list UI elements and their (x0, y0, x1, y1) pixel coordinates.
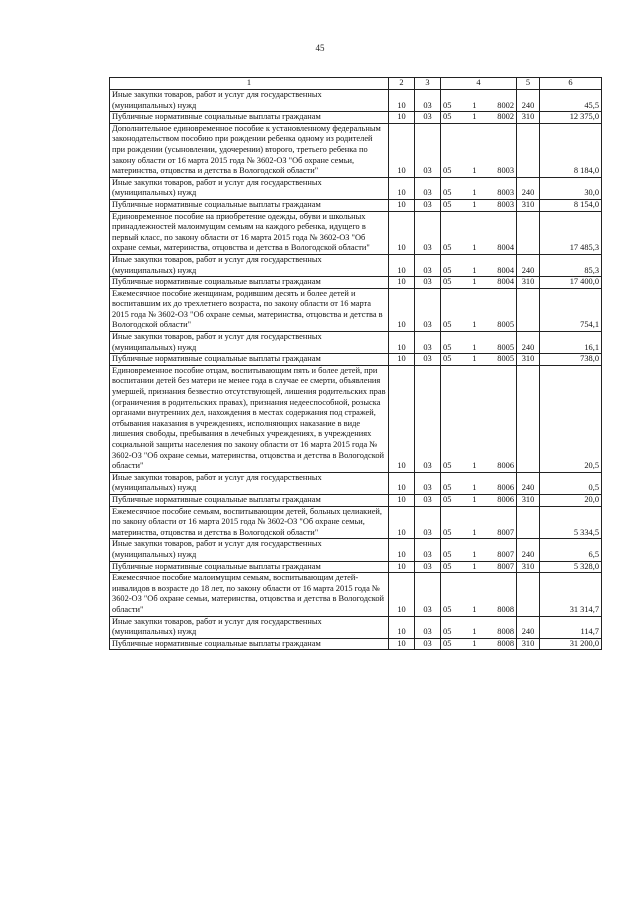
row-section-code: 10 (389, 494, 415, 506)
row-subsection-code: 03 (415, 354, 441, 366)
row-target-article (441, 573, 517, 616)
target-article-part: 8006 (497, 483, 514, 493)
row-target-article (441, 199, 517, 211)
row-description: Публичные нормативные социальные выплаты гражданам (110, 638, 389, 650)
table-row (110, 616, 602, 638)
table-row (110, 211, 602, 254)
target-article-part: 8008 (497, 604, 514, 614)
table-row (110, 539, 602, 561)
row-expense-type (517, 506, 540, 539)
row-description: Иные закупки товаров, работ и услуг для государственных (муниципальных) нужд (110, 332, 389, 354)
row-subsection-code: 03 (415, 561, 441, 573)
table-row (110, 354, 602, 366)
target-article-part: 05 (443, 604, 452, 614)
row-amount: 12 375,0 (540, 112, 602, 124)
row-section-code: 10 (389, 112, 415, 124)
row-subsection-code: 03 (415, 539, 441, 561)
row-amount: 114,7 (540, 616, 602, 638)
target-article-part: 05 (443, 549, 452, 559)
row-expense-type: 310 (517, 199, 540, 211)
table-row (110, 199, 602, 211)
target-article-part: 1 (472, 461, 477, 471)
target-article-part: 8007 (497, 527, 514, 537)
target-article-part: 8002 (497, 112, 514, 122)
row-section-code: 10 (389, 616, 415, 638)
target-article-part: 8003 (497, 199, 514, 209)
target-article-part: 8005 (497, 320, 514, 330)
row-section-code: 10 (389, 177, 415, 199)
row-expense-type: 240 (517, 616, 540, 638)
table-row (110, 177, 602, 199)
row-section-code: 10 (389, 638, 415, 650)
row-description: Ежемесячное пособие малоимущим семьям, воспитывающим детей-инвалидов в возрасте до 18 лет, по закону области от 16 марта 2015 года № 3602-ОЗ "Об охране семьи, материнства, отцовства и детства в Вологодской области" (110, 573, 389, 616)
header-row (110, 78, 602, 90)
target-article-part: 1 (472, 320, 477, 330)
row-expense-type (517, 211, 540, 254)
row-target-article (441, 616, 517, 638)
row-description: Иные закупки товаров, работ и услуг для государственных (муниципальных) нужд (110, 616, 389, 638)
row-amount: 20,0 (540, 494, 602, 506)
row-section-code: 10 (389, 123, 415, 177)
target-article-part: 8004 (497, 243, 514, 253)
column-header-6: 6 (540, 78, 602, 90)
target-article-part: 1 (472, 277, 477, 287)
row-subsection-code: 03 (415, 472, 441, 494)
row-description: Иные закупки товаров, работ и услуг для государственных (муниципальных) нужд (110, 177, 389, 199)
row-subsection-code: 03 (415, 506, 441, 539)
budget-table (109, 77, 602, 650)
target-article-part: 1 (472, 265, 477, 275)
row-subsection-code: 03 (415, 638, 441, 650)
target-article-part: 1 (472, 199, 477, 209)
target-article-part: 05 (443, 342, 452, 352)
row-section-code: 10 (389, 354, 415, 366)
target-article-part: 05 (443, 188, 452, 198)
row-description: Иные закупки товаров, работ и услуг для государственных (муниципальных) нужд (110, 254, 389, 276)
row-target-article (441, 332, 517, 354)
row-amount: 31 314,7 (540, 573, 602, 616)
table-header (110, 78, 602, 90)
target-article-part: 05 (443, 627, 452, 637)
row-description: Единовременное пособие на приобретение одежды, обуви и школьных принадлежностей малоимущим семьям на каждого ребенка, идущего в первый класс, по закону области от 16 марта 2015 года № 3602-ОЗ "Об охране семьи, материнства, отцовства и детства в Вологодской области" (110, 211, 389, 254)
table-row (110, 288, 602, 331)
row-amount: 85,3 (540, 254, 602, 276)
row-subsection-code: 03 (415, 177, 441, 199)
row-expense-type: 310 (517, 638, 540, 650)
target-article-part: 1 (472, 638, 477, 648)
target-article-part: 05 (443, 461, 452, 471)
row-target-article (441, 561, 517, 573)
row-target-article (441, 506, 517, 539)
target-article-part: 1 (472, 100, 477, 110)
target-article-part: 8005 (497, 354, 514, 364)
row-expense-type (517, 123, 540, 177)
target-article-part: 05 (443, 561, 452, 571)
row-section-code: 10 (389, 199, 415, 211)
row-section-code: 10 (389, 561, 415, 573)
target-article-part: 05 (443, 638, 452, 648)
row-subsection-code: 03 (415, 123, 441, 177)
row-expense-type: 310 (517, 354, 540, 366)
table-row (110, 90, 602, 112)
row-target-article (441, 494, 517, 506)
row-expense-type: 240 (517, 177, 540, 199)
target-article-part: 1 (472, 494, 477, 504)
row-description: Иные закупки товаров, работ и услуг для государственных (муниципальных) нужд (110, 539, 389, 561)
column-header-1: 1 (110, 78, 389, 90)
target-article-part: 1 (472, 166, 477, 176)
target-article-part: 05 (443, 277, 452, 287)
row-section-code: 10 (389, 277, 415, 289)
row-subsection-code: 03 (415, 90, 441, 112)
target-article-part: 8006 (497, 494, 514, 504)
row-amount: 17 400,0 (540, 277, 602, 289)
target-article-part: 05 (443, 483, 452, 493)
row-expense-type (517, 288, 540, 331)
table-row (110, 506, 602, 539)
row-section-code: 10 (389, 506, 415, 539)
row-expense-type: 240 (517, 332, 540, 354)
row-section-code: 10 (389, 365, 415, 472)
row-amount: 45,5 (540, 90, 602, 112)
target-article-part: 8003 (497, 188, 514, 198)
target-article-part: 8007 (497, 549, 514, 559)
row-subsection-code: 03 (415, 211, 441, 254)
target-article-part: 05 (443, 320, 452, 330)
table-row (110, 573, 602, 616)
row-amount: 17 485,3 (540, 211, 602, 254)
row-target-article (441, 472, 517, 494)
target-article-part: 05 (443, 265, 452, 275)
target-article-part: 05 (443, 100, 452, 110)
table-row (110, 638, 602, 650)
row-target-article (441, 277, 517, 289)
row-description: Единовременное пособие отцам, воспитывающим пять и более детей, при воспитании детей без матери не менее года в случае ее смерти, объявления умершей, признания безвестно отсутствующей, лишения родительских прав (ограничения в родительских правах), признания недееспособной, розыска органами внутренних дел, нахождения в местах содержания под стражей, отбывания наказания в учреждениях, исполняющих наказание в виде лишения свободы, пребывания в лечебных учреждениях, в учреждениях социальной защиты населения по закону области от 16 марта 2015 года № 3602-ОЗ "Об охране семьи, материнства, отцовства и детства в Вологодской области" (110, 365, 389, 472)
row-amount: 8 154,0 (540, 199, 602, 211)
row-target-article (441, 539, 517, 561)
row-expense-type: 310 (517, 112, 540, 124)
row-expense-type: 310 (517, 561, 540, 573)
row-expense-type: 240 (517, 539, 540, 561)
row-description: Публичные нормативные социальные выплаты гражданам (110, 277, 389, 289)
target-article-part: 05 (443, 354, 452, 364)
row-target-article (441, 288, 517, 331)
target-article-part: 05 (443, 243, 452, 253)
row-target-article (441, 112, 517, 124)
table-row (110, 123, 602, 177)
row-subsection-code: 03 (415, 573, 441, 616)
target-article-part: 1 (472, 549, 477, 559)
row-subsection-code: 03 (415, 494, 441, 506)
target-article-part: 8008 (497, 638, 514, 648)
row-target-article (441, 638, 517, 650)
target-article-part: 05 (443, 527, 452, 537)
row-amount: 30,0 (540, 177, 602, 199)
target-article-part: 1 (472, 483, 477, 493)
table-row (110, 472, 602, 494)
page-number: 45 (315, 43, 325, 53)
column-header-2: 2 (389, 78, 415, 90)
row-subsection-code: 03 (415, 254, 441, 276)
target-article-part: 05 (443, 166, 452, 176)
row-amount: 31 200,0 (540, 638, 602, 650)
target-article-part: 1 (472, 561, 477, 571)
row-section-code: 10 (389, 539, 415, 561)
column-header-5: 5 (517, 78, 540, 90)
row-subsection-code: 03 (415, 288, 441, 331)
table-row (110, 254, 602, 276)
table-body (110, 90, 602, 650)
target-article-part: 8002 (497, 100, 514, 110)
target-article-part: 1 (472, 604, 477, 614)
column-header-4: 4 (441, 78, 517, 90)
row-target-article (441, 123, 517, 177)
row-amount: 6,5 (540, 539, 602, 561)
target-article-part: 1 (472, 527, 477, 537)
row-amount: 20,5 (540, 365, 602, 472)
table-row (110, 332, 602, 354)
row-expense-type (517, 365, 540, 472)
row-expense-type (517, 573, 540, 616)
target-article-part: 05 (443, 199, 452, 209)
row-amount: 738,0 (540, 354, 602, 366)
row-subsection-code: 03 (415, 112, 441, 124)
row-description: Ежемесячное пособие женщинам, родившим десять и более детей и воспитавшим их до трехлетнего возраста, по закону области от 16 марта 2015 года № 3602-ОЗ "Об охране семьи, материнства, отцовства и детства в Вологодской области" (110, 288, 389, 331)
row-amount: 754,1 (540, 288, 602, 331)
row-description: Публичные нормативные социальные выплаты гражданам (110, 199, 389, 211)
target-article-part: 1 (472, 188, 477, 198)
target-article-part: 1 (472, 243, 477, 253)
row-description: Публичные нормативные социальные выплаты гражданам (110, 112, 389, 124)
target-article-part: 05 (443, 112, 452, 122)
row-target-article (441, 177, 517, 199)
row-target-article (441, 90, 517, 112)
table-row (110, 494, 602, 506)
row-subsection-code: 03 (415, 365, 441, 472)
row-subsection-code: 03 (415, 616, 441, 638)
row-description: Иные закупки товаров, работ и услуг для государственных (муниципальных) нужд (110, 90, 389, 112)
target-article-part: 8006 (497, 461, 514, 471)
row-section-code: 10 (389, 254, 415, 276)
row-description: Иные закупки товаров, работ и услуг для государственных (муниципальных) нужд (110, 472, 389, 494)
row-subsection-code: 03 (415, 199, 441, 211)
target-article-part: 8003 (497, 166, 514, 176)
target-article-part: 8007 (497, 561, 514, 571)
row-target-article (441, 354, 517, 366)
row-description: Публичные нормативные социальные выплаты гражданам (110, 561, 389, 573)
row-expense-type: 310 (517, 494, 540, 506)
row-section-code: 10 (389, 573, 415, 616)
table-row (110, 277, 602, 289)
row-target-article (441, 365, 517, 472)
target-article-part: 1 (472, 354, 477, 364)
row-section-code: 10 (389, 472, 415, 494)
row-subsection-code: 03 (415, 332, 441, 354)
row-description: Публичные нормативные социальные выплаты гражданам (110, 354, 389, 366)
row-expense-type: 310 (517, 277, 540, 289)
target-article-part: 1 (472, 627, 477, 637)
table-row (110, 365, 602, 472)
row-expense-type: 240 (517, 90, 540, 112)
row-amount: 5 328,0 (540, 561, 602, 573)
row-description: Дополнительное единовременное пособие к установленному федеральным законодательством пособию при рождении ребенка одному из родителей при рождении (усыновлении, удочерении) второго, третьего ребенка по закону области от 16 марта 2015 года № 3602-ОЗ "Об охране семьи, материнства, отцовства и детства в Вологодской области" (110, 123, 389, 177)
target-article-part: 1 (472, 342, 477, 352)
table-row (110, 561, 602, 573)
row-target-article (441, 254, 517, 276)
row-amount: 8 184,0 (540, 123, 602, 177)
target-article-part: 8008 (497, 627, 514, 637)
row-section-code: 10 (389, 90, 415, 112)
row-section-code: 10 (389, 332, 415, 354)
row-subsection-code: 03 (415, 277, 441, 289)
table-row (110, 112, 602, 124)
target-article-part: 8004 (497, 277, 514, 287)
target-article-part: 05 (443, 494, 452, 504)
row-amount: 0,5 (540, 472, 602, 494)
target-article-part: 8005 (497, 342, 514, 352)
column-header-3: 3 (415, 78, 441, 90)
row-description: Ежемесячное пособие семьям, воспитывающим детей, больных целиакией, по закону области от 16 марта 2015 года № 3602-ОЗ "Об охране семьи, материнства, отцовства и детства в Вологодской области" (110, 506, 389, 539)
row-amount: 5 334,5 (540, 506, 602, 539)
target-article-part: 8004 (497, 265, 514, 275)
row-section-code: 10 (389, 288, 415, 331)
row-expense-type: 240 (517, 254, 540, 276)
target-article-part: 1 (472, 112, 477, 122)
row-description: Публичные нормативные социальные выплаты гражданам (110, 494, 389, 506)
row-target-article (441, 211, 517, 254)
row-expense-type: 240 (517, 472, 540, 494)
row-amount: 16,1 (540, 332, 602, 354)
row-section-code: 10 (389, 211, 415, 254)
